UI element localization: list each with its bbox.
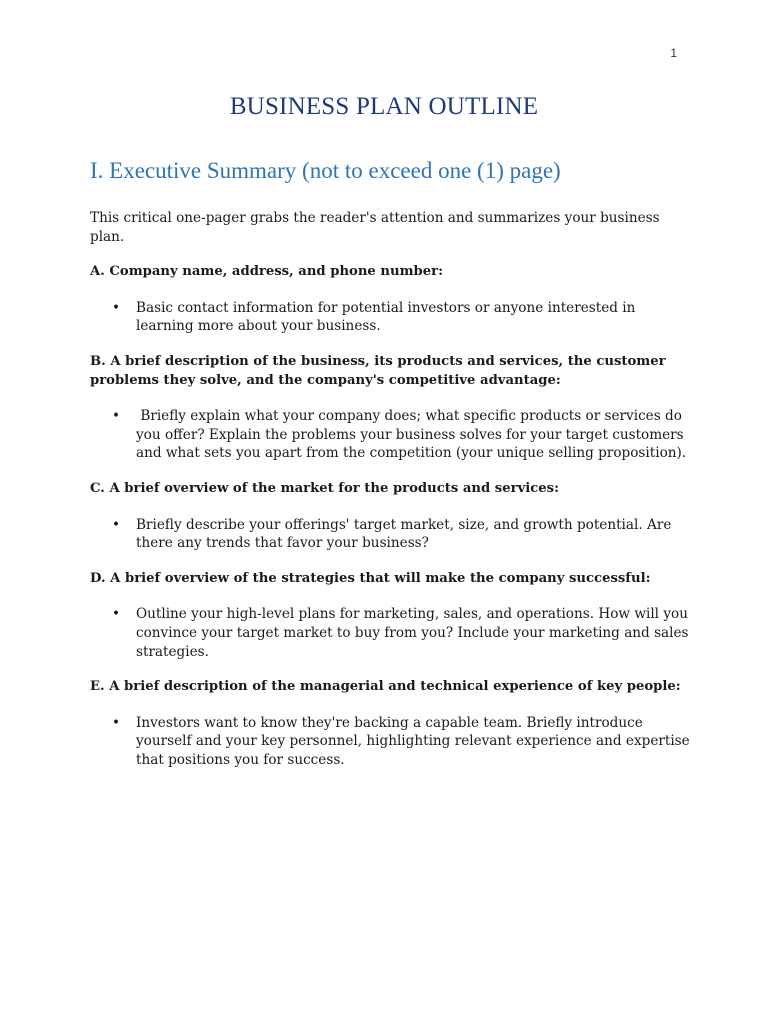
item-heading: A. Company name, address, and phone number: xyxy=(90,264,443,280)
bullet-text: Briefly explain what your company does; what specific products or services do you offer? Explain the problems your business solves for your target customers and what sets you apart from the competition (your unique selling proposition). xyxy=(136,408,688,462)
document-title: BUSINESS PLAN OUTLINE xyxy=(229,93,539,120)
bullet-icon: • xyxy=(112,516,121,533)
bullet-item xyxy=(90,299,690,336)
item-heading: E. A brief description of the managerial and technical experience of key people: xyxy=(90,679,681,695)
outline-item-e xyxy=(90,678,690,769)
bullet-item xyxy=(90,516,690,553)
bullet-text: Briefly describe your offerings' target market, size, and growth potential. Are there any trends that favor your business? xyxy=(136,516,672,552)
bullet-item xyxy=(90,407,690,463)
outline-item-d xyxy=(90,570,690,661)
page-number: 1 xyxy=(670,46,677,60)
bullet-text: Outline your high-level plans for marketing, sales, and operations. How will you convince your target market to buy from you? Include your marketing and sales strategies. xyxy=(136,606,689,660)
outline-item-c xyxy=(90,480,690,553)
bullet-text: Investors want to know they're backing a capable team. Briefly introduce yourself and your key personnel, highlighting relevant experience and expertise that positions you for success. xyxy=(136,714,690,768)
bullet-item xyxy=(90,714,690,770)
section-heading: I. Executive Summary (not to exceed one (1) page) xyxy=(90,158,561,183)
item-heading: C. A brief overview of the market for the products and services: xyxy=(90,480,559,496)
bullet-icon: • xyxy=(112,714,121,731)
item-heading: D. A brief overview of the strategies that will make the company successful: xyxy=(90,570,651,586)
bullet-item xyxy=(90,605,690,661)
document-body xyxy=(90,158,690,786)
section-intro: This critical one-pager grabs the reader's attention and summarizes your business plan. xyxy=(90,210,660,245)
outline-item-b xyxy=(90,353,690,463)
bullet-icon: • xyxy=(112,408,121,425)
outline-item-a xyxy=(90,263,690,336)
bullet-icon: • xyxy=(112,606,121,623)
item-heading: B. A brief description of the business, its products and services, the customer problems they solve, and the company's competitive advantage: xyxy=(90,353,666,388)
bullet-icon: • xyxy=(112,299,121,316)
bullet-text: Basic contact information for potential investors or anyone interested in learning more about your business. xyxy=(136,299,636,335)
